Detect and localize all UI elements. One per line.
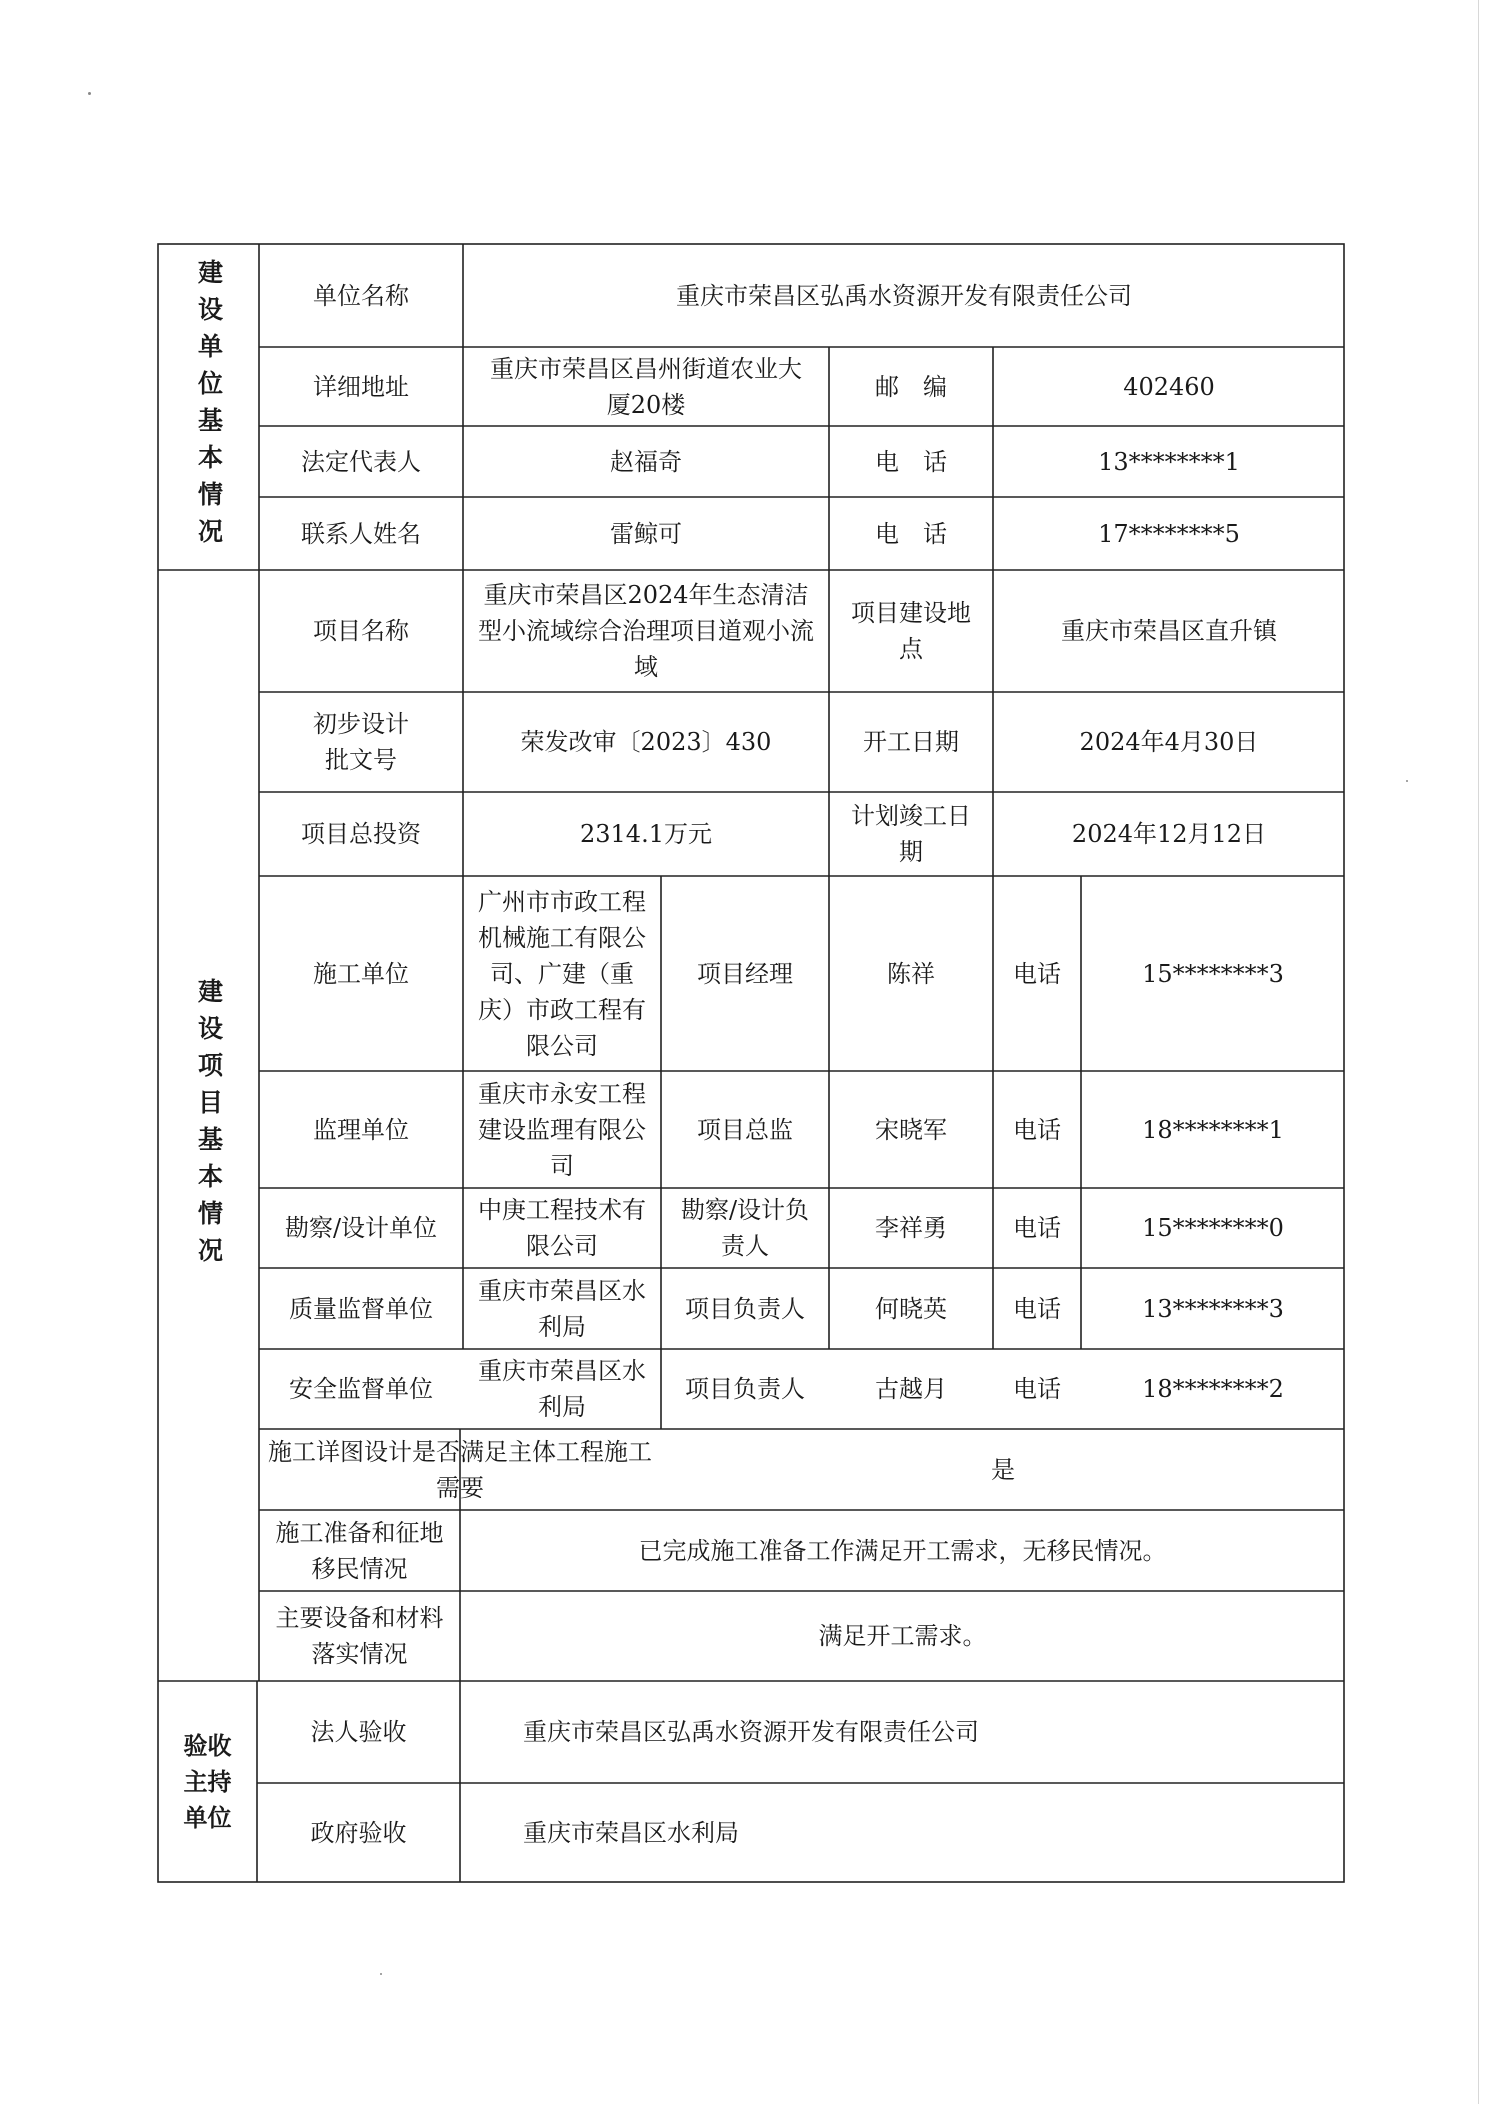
party-role: 项目经理 (697, 959, 793, 988)
party-phone-label: 电话 (1013, 1375, 1061, 1403)
contact-value: 雷鲸可 (610, 519, 682, 548)
party-phone: 15********3 (1142, 959, 1284, 988)
project-site-label: 项目建设地点 (851, 599, 971, 663)
party-role: 项目负责人 (685, 1375, 805, 1403)
scan-speck (1406, 780, 1408, 782)
contact-phone-value: 17********5 (1098, 519, 1240, 548)
party-phone-label: 电话 (1013, 1294, 1061, 1323)
project-site-value: 重庆市荣昌区直升镇 (1061, 617, 1277, 645)
legal-rep-label: 法定代表人 (301, 447, 421, 476)
party-person: 何晓英 (875, 1294, 947, 1323)
party-label: 监理单位 (313, 1115, 409, 1144)
prep-value: 已完成施工准备工作满足开工需求，无移民情况。 (638, 1536, 1167, 1565)
party-phone-label: 电话 (1013, 1214, 1061, 1242)
party-unit: 重庆市永安工程建设监理有限公司 (478, 1079, 646, 1180)
legal-acceptance-label: 法人验收 (310, 1718, 407, 1746)
party-role: 项目负责人 (685, 1294, 805, 1323)
party-phone: 18********1 (1142, 1115, 1284, 1144)
equipment-label: 主要设备和材料落实情况 (275, 1604, 444, 1668)
builder-section-label: 建设单位基本情况 (194, 259, 224, 555)
contact-phone-label: 电 话 (875, 519, 947, 548)
legal-rep-phone-label: 电 话 (875, 447, 947, 476)
unit-name-value: 重庆市荣昌区弘禹水资源开发有限责任公司 (676, 281, 1132, 310)
postcode-label: 邮 编 (875, 372, 947, 401)
project-section-label: 建设项目基本情况 (194, 977, 224, 1274)
party-phone: 18********2 (1142, 1375, 1284, 1403)
design-meet-label: 施工详图设计是否满足主体工程施工需要 (268, 1437, 652, 1502)
party-person: 古越月 (875, 1375, 947, 1403)
legal-rep-value: 赵福奇 (610, 447, 682, 476)
party-person: 李祥勇 (875, 1214, 947, 1242)
legal-acceptance-value: 重庆市荣昌区弘禹水资源开发有限责任公司 (523, 1718, 979, 1746)
party-label: 安全监督单位 (289, 1375, 433, 1403)
legal-rep-phone-value: 13********1 (1098, 447, 1240, 476)
party-phone-label: 电话 (1013, 1115, 1061, 1144)
party-phone-label: 电话 (1013, 959, 1061, 988)
prep-label: 施工准备和征地移民情况 (275, 1518, 444, 1583)
finish-date-value: 2024年12月12日 (1071, 820, 1267, 848)
finish-date-label: 计划竣工日期 (851, 802, 971, 866)
postcode-value: 402460 (1123, 372, 1215, 401)
party-person: 宋晓军 (875, 1115, 947, 1144)
scan-speck (380, 1973, 382, 1975)
approval-label: 初步设计批文号 (313, 710, 409, 774)
start-date-label: 开工日期 (863, 728, 959, 756)
acceptance-section-label: 验收主持单位 (183, 1730, 232, 1832)
equipment-value: 满足开工需求。 (818, 1622, 987, 1650)
party-phone: 13********3 (1142, 1294, 1284, 1323)
party-label: 施工单位 (313, 959, 409, 988)
start-date-value: 2024年4月30日 (1079, 728, 1259, 756)
design-meet-value: 是 (991, 1455, 1015, 1484)
scan-edge-line (1478, 0, 1479, 2104)
address-label: 详细地址 (313, 372, 409, 401)
address-value: 重庆市荣昌区昌州街道农业大厦20楼 (490, 354, 802, 419)
project-name-value: 重庆市荣昌区2024年生态清洁型小流域综合治理项目道观小流域 (478, 581, 814, 681)
construction-info-form (157, 243, 1345, 1883)
party-unit: 广州市市政工程机械施工有限公司、广建（重庆）市政工程有限公司 (478, 887, 646, 1060)
unit-name-label: 单位名称 (313, 281, 409, 310)
investment-value: 2314.1万元 (580, 820, 712, 848)
gov-acceptance-value: 重庆市荣昌区水利局 (523, 1819, 739, 1847)
scan-speck (88, 92, 91, 95)
party-unit: 重庆市荣昌区水利局 (478, 1276, 646, 1341)
party-phone: 15********0 (1142, 1214, 1284, 1242)
party-role: 项目总监 (697, 1115, 793, 1144)
party-label: 质量监督单位 (289, 1294, 433, 1323)
gov-acceptance-label: 政府验收 (310, 1819, 407, 1847)
project-name-label: 项目名称 (313, 617, 409, 645)
investment-label: 项目总投资 (301, 820, 421, 848)
party-label: 勘察/设计单位 (284, 1214, 438, 1242)
party-person: 陈祥 (887, 959, 935, 988)
approval-value: 荣发改审〔2023〕430 (520, 728, 772, 756)
contact-label: 联系人姓名 (301, 519, 421, 548)
party-unit: 中庚工程技术有限公司 (478, 1196, 646, 1260)
party-role: 勘察/设计负责人 (680, 1196, 810, 1260)
party-unit: 重庆市荣昌区水利局 (478, 1357, 646, 1421)
